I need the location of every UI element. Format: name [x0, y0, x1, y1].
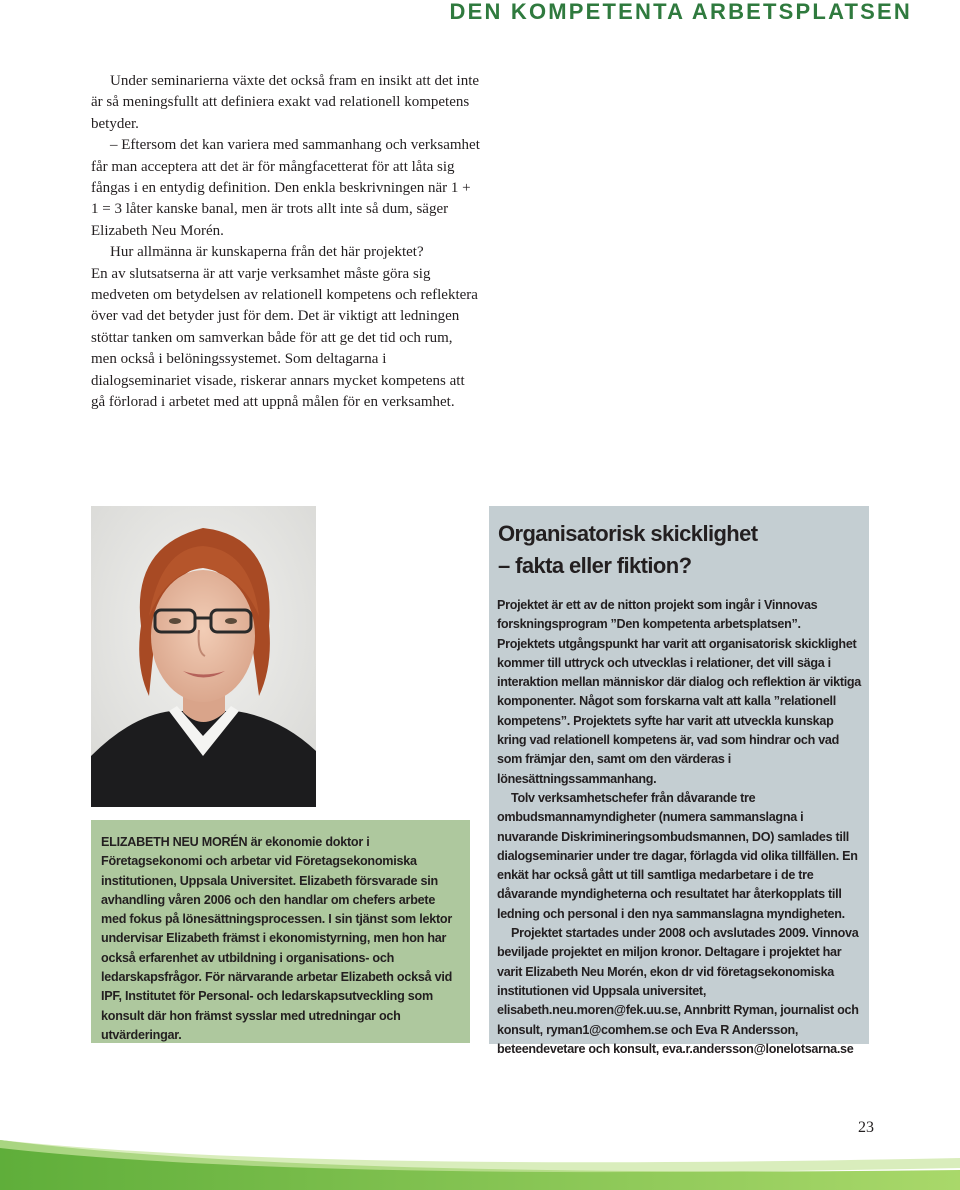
- fact-box-title-line2: – fakta eller fiktion?: [498, 553, 692, 578]
- article-paragraph: Under seminarierna växte det också fram en insikt att det inte är så meningsfullt att definiera exakt vad relationell kompetens betyder.: [91, 73, 480, 132]
- fact-box-paragraph: Projektet startades under 2008 och avslutades 2009. Vinnova beviljade projektet en miljon kronor. Deltagare i projektet har varit Elizabeth Neu Morén, ekon dr vid företagsekonomiska institutionen vid Uppsala universitet, elisabeth.neu.moren@fek.uu.se, Annbritt Ryman, journalist och konsult, ryman1@comhem.se och Eva R Andersson, beteendevetare och konsult, eva.r.andersson@lonelotsarna.se: [497, 926, 859, 1056]
- fact-box-body: [497, 596, 861, 1059]
- author-name: ELIZABETH NEU MORÉN: [101, 835, 248, 849]
- fact-box: [489, 506, 869, 1056]
- author-bio-body: är ekonomie doktor i Företagsekonomi och arbetar vid Företagsekonomiska institutionen, Uppsala Universitet. Elizabeth försvarade sin avhandling våren 2006 och den handlar om chefers arbete med fokus på lönesättningsprocessen. I sin tjänst som lektor undervisar Elizabeth främst i ekonomistyrning, men hon har också erfarenhet av utbildning i organisations- och ledarskapsfrågor. För närvarande arbetar Elizabeth också vid IPF, Institutet för Personal- och ledarskapsutveckling som konsult där hon främst sysslar med utredningar och utvärderingar.: [101, 835, 453, 1042]
- page-number: 23: [858, 1119, 874, 1136]
- fact-box-title-line1: Organisatorisk skicklighet: [498, 521, 758, 546]
- article-quote-paragraph: – Eftersom det kan variera med sammanhang och verksamhet får man acceptera att det är för mångfacetterat för att låta sig fångas i en entydig definition. Den enkla beskrivningen när 1 + 1 = 3 låter kanske banal, men är trots allt inte så dum, säger Elizabeth Neu Morén.: [91, 137, 480, 239]
- article-body: [91, 71, 481, 414]
- article-answer-paragraph: En av slutsatserna är att varje verksamhet måste göra sig medveten om betydelsen av relationell kompetens och reflektera över vad det betyder just för dem. Det är viktigt att ledningen stöttar tanken om samverkan både för att ge det tid och rum, men också i belöningssystemet. Som deltagarna i dialogseminariet visade, riskerar annars mycket kompetens att gå förlorad i arbetet med att uppnå målen för en verksamhet.: [91, 265, 478, 411]
- portrait-photo: [91, 506, 316, 807]
- fact-box-paragraph: Tolv verksamhetschefer från dåvarande tre ombudsmannamyndigheter (numera sammanslagna i nuvarande Diskrimineringsombudsmannen, DO) samlades till dialogseminarier under tre dagar, förlagda vid olika tillfällen. En enkät har också gått ut till samtliga medarbetare i de tre dåvarande myndigheterna och resultatet har återkopplats till ledning och personal i den nya sammanslagna myndigheten.: [497, 790, 858, 921]
- bottom-swoosh-decoration: [0, 1110, 960, 1190]
- author-bio-box: [91, 820, 470, 1043]
- fact-box-paragraph: Projektet är ett av de nitton projekt som ingår i Vinnovas forskningsprogram ”Den kompetenta arbetsplatsen”. Projektets utgångspunkt har varit att organisatorisk skicklighet kommer till uttryck och utvecklas i relationer, det vill säga i interaktion mellan människor där dialog och reflektion är viktiga komponenter. Något som forskarna valt att kalla ”relationell kompetens”. Projektets syfte har varit att utveckla kunskap kring vad relationell kompetens är, vad som hindrar och vad som främjar den, samt om den värderas i lönesättningssammanhang.: [497, 598, 862, 786]
- author-bio-text: [101, 833, 458, 1045]
- running-header: DEN KOMPETENTA ARBETSPLATSEN: [449, 0, 912, 24]
- portrait-illustration: [91, 506, 316, 807]
- article-question: Hur allmänna är kunskaperna från det här projektet?: [110, 244, 424, 261]
- fact-box-title: [498, 518, 861, 582]
